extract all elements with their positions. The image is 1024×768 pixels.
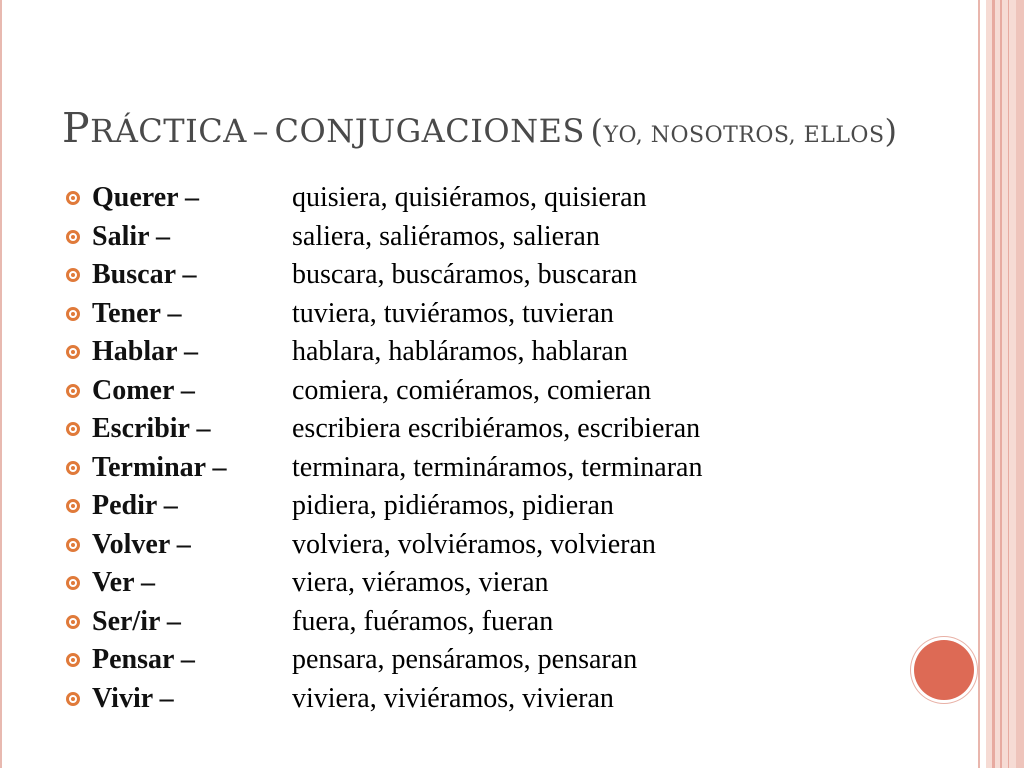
verb-forms: hablara, habláramos, hablaran [292, 336, 628, 368]
verb-label: Buscar – [92, 259, 197, 291]
verb-forms: escribiera escribiéramos, escribieran [292, 413, 701, 445]
stripe [992, 0, 995, 768]
list-item [66, 256, 926, 295]
verb-forms: saliera, saliéramos, salieran [292, 220, 600, 252]
title-paren-close: ) [884, 112, 898, 150]
circle-bullet-icon [66, 615, 80, 629]
list-item [66, 218, 926, 257]
list-item [66, 526, 926, 565]
list-item [66, 333, 926, 372]
verb-forms: terminara, termináramos, terminaran [292, 451, 703, 483]
circle-bullet-icon [66, 422, 80, 436]
verb-forms: tuviera, tuviéramos, tuvieran [292, 297, 614, 329]
title-word-practica: RÁCTICA [90, 112, 247, 150]
verb-forms: viera, viéramos, vieran [292, 567, 549, 599]
circle-bullet-icon [66, 384, 80, 398]
list-item [66, 487, 926, 526]
verb-forms: pensara, pensáramos, pensaran [292, 644, 638, 676]
verb-label: Pedir – [92, 490, 178, 522]
verb-forms: viviera, viviéramos, vivieran [292, 682, 614, 714]
verb-forms: volviera, volviéramos, volvieran [292, 528, 656, 560]
circle-bullet-icon [66, 576, 80, 590]
verb-forms: quisiera, quisiéramos, quisieran [292, 182, 647, 214]
verb-conjugation-list [66, 179, 926, 718]
verb-label: Terminar – [92, 451, 227, 483]
title-word-conjugaciones: CONJUGACIONES [274, 112, 585, 150]
list-item [66, 295, 926, 334]
list-item [66, 179, 926, 218]
circle-bullet-icon [66, 230, 80, 244]
verb-label: Escribir – [92, 413, 211, 445]
title-subjects: YO, NOSOTROS, ELLOS [603, 123, 885, 148]
list-item [66, 449, 926, 488]
circle-bullet-icon [66, 653, 80, 667]
slide-title [62, 104, 992, 152]
verb-label: Vivir – [92, 682, 174, 714]
title-initial: P [62, 104, 91, 152]
verb-label: Salir – [92, 220, 171, 252]
verb-label: Tener – [92, 297, 182, 329]
stripe [1016, 0, 1024, 768]
circle-bullet-icon [66, 461, 80, 475]
verb-label: Ver – [92, 567, 155, 599]
list-item [66, 603, 926, 642]
verb-label: Querer – [92, 182, 200, 214]
left-border-line [0, 0, 2, 768]
verb-label: Comer – [92, 374, 195, 406]
circle-bullet-icon [66, 692, 80, 706]
list-item [66, 641, 926, 680]
title-dash: – [252, 112, 269, 150]
circle-bullet-icon [66, 191, 80, 205]
verb-label: Pensar – [92, 644, 195, 676]
stripe [1000, 0, 1002, 768]
circle-bullet-icon [66, 538, 80, 552]
verb-forms: comiera, comiéramos, comieran [292, 374, 652, 406]
stripe [1008, 0, 1009, 768]
list-item [66, 564, 926, 603]
circle-bullet-icon [66, 499, 80, 513]
circle-bullet-icon [66, 268, 80, 282]
verb-forms: pidiera, pidiéramos, pidieran [292, 490, 614, 522]
verb-label: Hablar – [92, 336, 199, 368]
title-paren-open: ( [590, 112, 604, 150]
list-item [66, 410, 926, 449]
verb-forms: fuera, fuéramos, fueran [292, 605, 554, 637]
verb-label: Ser/ir – [92, 605, 181, 637]
circle-bullet-icon [66, 307, 80, 321]
verb-label: Volver – [92, 528, 191, 560]
list-item [66, 680, 926, 719]
list-item [66, 372, 926, 411]
circle-bullet-icon [66, 345, 80, 359]
verb-forms: buscara, buscáramos, buscaran [292, 259, 638, 291]
